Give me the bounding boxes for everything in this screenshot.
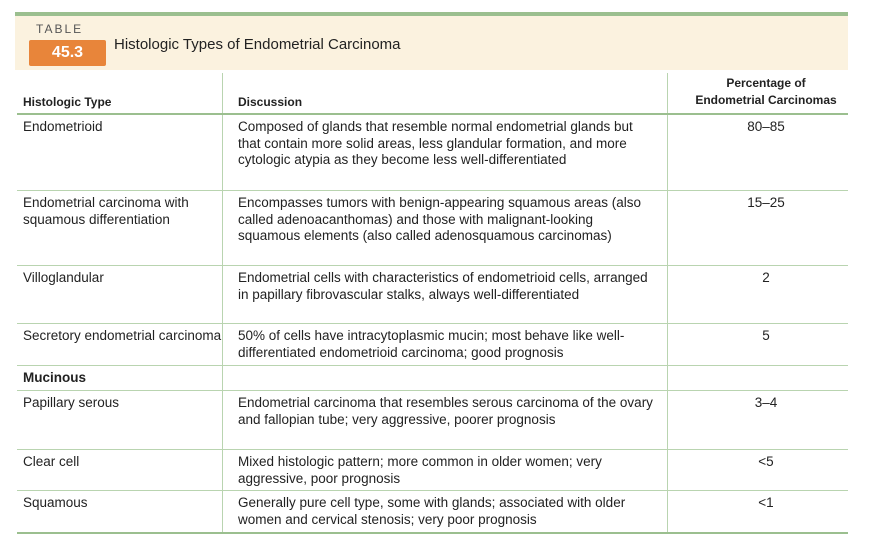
row-percentage: 2 <box>762 270 770 285</box>
table-number-badge: 45.3 <box>29 40 106 66</box>
row-percentage: 5 <box>762 328 770 343</box>
column-divider <box>222 491 223 534</box>
row-discussion: Encompasses tumors with benign-appearing squamous areas (also called adenoacanthomas) and those with malignant-looking squamous elements (also called adenosquamous carcinomas) <box>238 195 641 243</box>
row-type: Endometrioid <box>23 119 103 134</box>
row-discussion: Composed of glands that resemble normal endometrial glands but that contain more solid areas, less glandular formation, and more cytologic atypia as they become less well-differentiated <box>238 119 633 167</box>
column-divider <box>667 73 668 113</box>
row-percentage: <1 <box>758 495 774 510</box>
column-divider <box>667 115 668 190</box>
row-discussion: 50% of cells have intracytoplasmic mucin; most behave like well-differentiated endometrioid carcinoma; good prognosis <box>238 328 625 360</box>
table-row <box>17 366 848 391</box>
column-divider <box>222 73 223 113</box>
column-header-row <box>17 73 848 115</box>
row-percentage: 3–4 <box>754 395 778 410</box>
table-title: Histologic Types of Endometrial Carcinoma <box>114 36 401 53</box>
row-discussion: Mixed histologic pattern; more common in older women; very aggressive, poor prognosis <box>238 454 602 486</box>
table-label: TABLE <box>36 22 84 36</box>
column-divider <box>667 450 668 490</box>
column-header-percentage-line2: Endometrial Carcinomas <box>695 93 837 107</box>
column-header-type: Histologic Type <box>23 95 112 109</box>
table-row <box>17 491 848 534</box>
row-type: Endometrial carcinoma with squamous differentiation <box>23 195 189 227</box>
column-divider <box>667 324 668 365</box>
column-divider <box>222 450 223 490</box>
column-divider <box>222 324 223 365</box>
row-discussion: Endometrial carcinoma that resembles serous carcinoma of the ovary and fallopian tube; very aggressive, poorer prognosis <box>238 395 653 427</box>
column-header-percentage <box>681 75 851 109</box>
row-discussion: Generally pure cell type, some with glands; associated with older women and cervical stenosis; very poor prognosis <box>238 495 626 527</box>
table-row <box>17 115 848 191</box>
column-divider <box>222 391 223 449</box>
row-type: Mucinous <box>23 370 86 385</box>
table-header <box>15 12 848 70</box>
column-divider <box>222 191 223 265</box>
row-percentage: 80–85 <box>747 119 785 134</box>
row-type: Squamous <box>23 495 88 510</box>
table-row <box>17 324 848 366</box>
table-row <box>17 191 848 266</box>
column-divider <box>222 266 223 323</box>
row-type: Villoglandular <box>23 270 104 285</box>
column-divider <box>667 391 668 449</box>
histology-table <box>17 73 848 534</box>
row-discussion: Endometrial cells with characteristics of endometrioid cells, arranged in papillary fibrovascular stalks, always well-differentiated <box>238 270 648 302</box>
row-percentage: 15–25 <box>747 195 785 210</box>
column-divider <box>222 366 223 390</box>
column-divider <box>667 491 668 534</box>
table-row <box>17 266 848 324</box>
column-header-percentage-line1: Percentage of <box>726 76 806 90</box>
row-percentage: <5 <box>758 454 774 469</box>
column-divider <box>667 266 668 323</box>
column-header-discussion: Discussion <box>238 95 303 109</box>
table-row <box>17 391 848 450</box>
row-type: Papillary serous <box>23 395 120 410</box>
column-divider <box>222 115 223 190</box>
column-divider <box>667 366 668 390</box>
table-row <box>17 450 848 491</box>
table-bottom-rule <box>17 532 848 534</box>
row-type: Secretory endometrial carcinoma <box>23 328 222 343</box>
column-divider <box>667 191 668 265</box>
row-type: Clear cell <box>23 454 80 469</box>
